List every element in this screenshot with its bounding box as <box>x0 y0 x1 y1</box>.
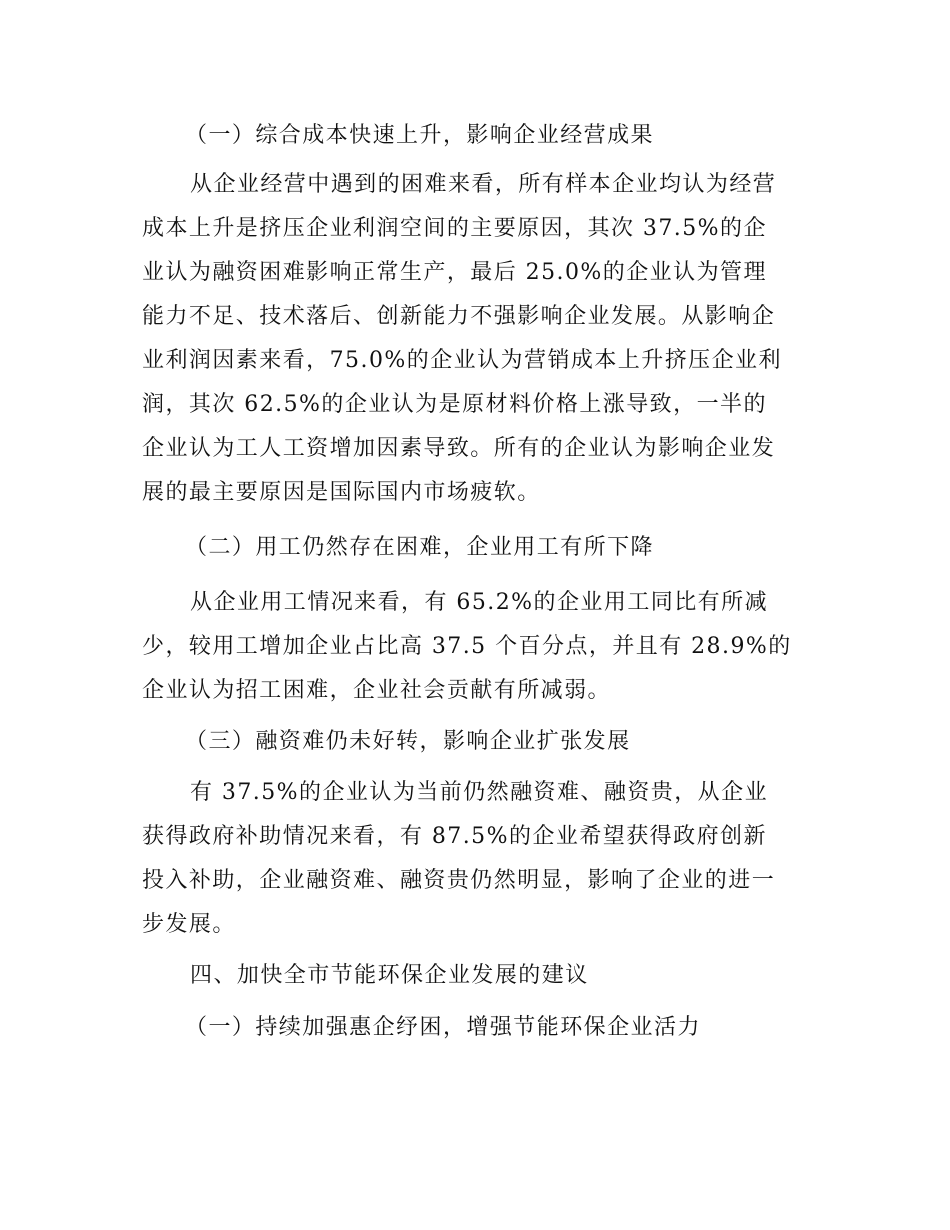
section2-line-3: 企业认为招工困难，企业社会贡献有所减弱。 <box>142 678 612 703</box>
section1-line-7: 企业认为工人工资增加因素导致。所有的企业认为影响企业发 <box>142 436 776 461</box>
section1-line-3: 业认为融资困难影响正常生产，最后 25.0%的企业认为管理 <box>142 260 767 285</box>
part4-subheading: （一）持续加强惠企纾困，增强节能环保企业活力 <box>185 1015 701 1040</box>
section2-line-2: 少，较用工增加企业占比高 37.5 个百分点，并且有 28.9%的 <box>142 634 792 659</box>
section3-line-3: 投入补助，企业融资难、融资贵仍然明显，影响了企业的进一 <box>142 868 776 893</box>
section1-line-8: 展的最主要原因是国际国内市场疲软。 <box>142 480 541 505</box>
section2-line-1: 从企业用工情况来看，有 65.2%的企业用工同比有所减 <box>190 590 769 615</box>
section2-heading: （二）用工仍然存在困难，企业用工有所下降 <box>185 535 655 560</box>
section1-line-5: 业利润因素来看，75.0%的企业认为营销成本上升挤压企业利 <box>142 348 782 373</box>
section1-line-6: 润，其次 62.5%的企业认为是原材料价格上涨导致，一半的 <box>142 392 767 417</box>
part4-heading: 四、加快全市节能环保企业发展的建议 <box>190 963 589 988</box>
section3-line-2: 获得政府补助情况来看，有 87.5%的企业希望获得政府创新 <box>142 824 767 849</box>
section3-line-4: 步发展。 <box>142 912 236 937</box>
section1-heading: （一）综合成本快速上升，影响企业经营成果 <box>185 123 655 148</box>
section3-line-1: 有 37.5%的企业认为当前仍然融资难、融资贵，从企业 <box>190 780 769 805</box>
section1-line-1: 从企业经营中遇到的困难来看，所有样本企业均认为经营 <box>190 172 777 197</box>
section1-line-4: 能力不足、技术落后、创新能力不强影响企业发展。从影响企 <box>142 304 776 329</box>
section3-heading: （三）融资难仍未好转，影响企业扩张发展 <box>185 729 631 754</box>
section1-line-2: 成本上升是挤压企业利润空间的主要原因，其次 37.5%的企 <box>142 216 767 241</box>
